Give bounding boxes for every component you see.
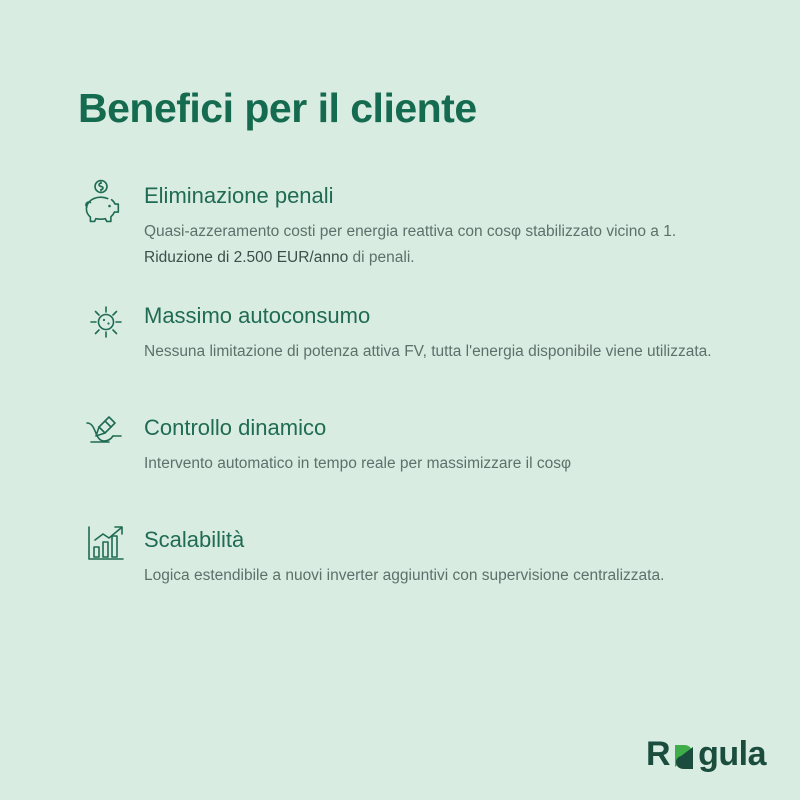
benefit-title: Massimo autoconsumo: [144, 302, 371, 328]
benefit-item-scalabilita: [78, 521, 740, 589]
benefit-body: [134, 297, 740, 365]
benefit-body: [134, 521, 740, 589]
logo-text-right: gula: [698, 735, 766, 773]
benefit-item-eliminazione-penali: [78, 177, 740, 271]
sun-icon: [78, 297, 134, 351]
piggy-bank-icon: [78, 177, 134, 231]
benefit-description: [144, 339, 740, 365]
benefit-desc-prefix: Nessuna limitazione di potenza attiva FV, tutta l'energia disponibile viene utilizzata.: [144, 343, 712, 360]
benefit-title: Scalabilità: [144, 526, 245, 552]
benefit-description: [144, 219, 740, 270]
benefit-item-controllo-dinamico: [78, 409, 740, 477]
benefit-desc-highlight: Riduzione di 2.500 EUR/anno: [144, 249, 349, 267]
logo-text-left: R: [646, 735, 671, 773]
benefit-body: [134, 177, 740, 271]
benefit-title: Controllo dinamico: [144, 414, 327, 440]
logo-mark-icon: [671, 742, 697, 772]
dynamic-control-icon: [78, 409, 134, 463]
benefit-desc-prefix: Quasi-azzeramento costi per energia reattiva con cosφ stabilizzato vicino a 1.: [144, 223, 677, 241]
benefit-desc-prefix: Logica estendibile a nuovi inverter aggiuntivi con supervisione centralizzata.: [144, 566, 665, 584]
benefit-desc-suffix: di penali.: [348, 249, 415, 267]
benefit-desc-prefix: Intervento automatico in tempo reale per massimizzare il cosφ: [144, 454, 572, 472]
brand-logo: [646, 735, 766, 774]
benefit-title: Eliminazione penali: [144, 183, 334, 209]
page-title: Benefici per il cliente: [78, 85, 477, 131]
benefit-item-massimo-autoconsumo: [78, 297, 740, 365]
growth-chart-icon: [78, 521, 134, 575]
benefit-description: [144, 451, 740, 477]
benefit-description: [144, 563, 740, 589]
benefit-body: [134, 409, 740, 477]
